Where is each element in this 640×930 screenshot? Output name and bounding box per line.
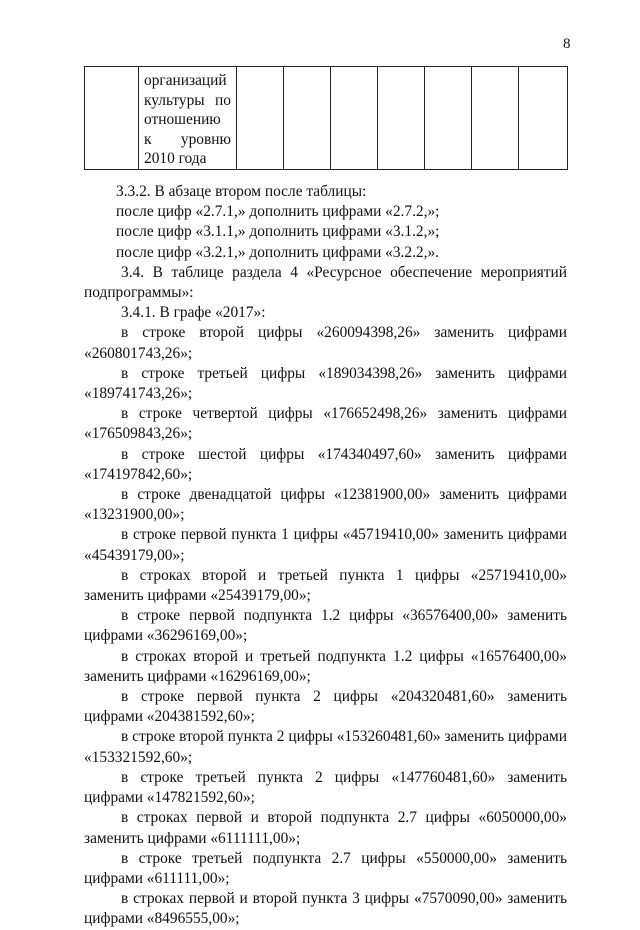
paragraph: в строках второй и третьей подпункта 1.2 цифры «16576400,00» заменить цифрами «16296169,00»; [84, 647, 567, 685]
paragraph: в строках первой и второй пункта 3 цифры «7570090,00» заменить цифрами «8496555,00»; [84, 890, 567, 928]
paragraph: после цифр «2.7.1,» дополнить цифрами «2.7.2,»; [116, 203, 440, 221]
table-cell-empty [519, 67, 568, 170]
table-cell-empty [472, 67, 519, 170]
paragraph: в строке первой пункта 1 цифры «45719410,00» заменить цифрами «45439179,00»; [84, 526, 567, 564]
table-cell-empty [237, 67, 284, 170]
paragraph: в строке шестой цифры «174340497,60» заменить цифрами «174197842,60»; [84, 445, 567, 483]
table-fragment [84, 66, 568, 170]
paragraph: 3.3.2. В абзаце втором после таблицы: [116, 183, 367, 200]
paragraph: в строке первой пункта 2 цифры «204320481,60» заменить цифрами «204381592,60»; [84, 688, 567, 726]
paragraph: в строке второй пункта 2 цифры «153260481,60» заменить цифрами «153321592,60»; [84, 728, 567, 766]
paragraph: в строке двенадцатой цифры «12381900,00» заменить цифрами «13231900,00»; [84, 486, 567, 524]
table-cell-empty [284, 67, 331, 170]
paragraph: после цифр «3.1.1,» дополнить цифрами «3.1.2,»; [116, 223, 440, 241]
indicator-label-line: 2010 года [144, 150, 207, 168]
table-cell-empty [85, 67, 139, 170]
table-cell-empty [378, 67, 425, 170]
document-body [84, 182, 567, 930]
table-cell-indicator-label [139, 67, 237, 170]
paragraph: в строке второй цифры «260094398,26» заменить цифрами «260801743,26»; [84, 324, 567, 362]
indicator-label-line: отношению [144, 111, 221, 129]
table-cell-empty [331, 67, 378, 170]
paragraph: после цифр «3.2.1,» дополнить цифрами «3.2.2,». [116, 243, 440, 261]
indicator-label-line: культуры по [144, 91, 231, 109]
paragraph: в строке третьей цифры «189034398,26» заменить цифрами «189741743,26»; [84, 364, 567, 403]
indicator-label-line: организаций [144, 72, 227, 89]
paragraph: в строке третьей подпункта 2.7 цифры «550000,00» заменить цифрами «611111,00»; [84, 849, 567, 887]
paragraph: 3.4.1. В графе «2017»: [121, 304, 266, 322]
paragraph: в строке четвертой цифры «176652498,26» заменить цифрами «176509843,26»; [84, 405, 567, 443]
paragraph: в строках первой и второй подпункта 2.7 цифры «6050000,00» заменить цифрами «6111111,00»; [84, 809, 567, 847]
paragraph: 3.4. В таблице раздела 4 «Ресурсное обеспечение мероприятий подпрограммы»: [84, 263, 567, 302]
paragraph: в строке первой подпункта 1.2 цифры «36576400,00» заменить цифрами «36296169,00»; [84, 607, 567, 645]
page-number: 8 [563, 36, 571, 52]
paragraph: в строках второй и третьей пункта 1 цифры «25719410,00» заменить цифрами «25439179,00»; [84, 566, 567, 605]
indicator-label-line: к уровню [144, 130, 231, 148]
table-cell-empty [425, 67, 472, 170]
paragraph: в строке третьей пункта 2 цифры «147760481,60» заменить цифрами «147821592,60»; [84, 768, 567, 807]
